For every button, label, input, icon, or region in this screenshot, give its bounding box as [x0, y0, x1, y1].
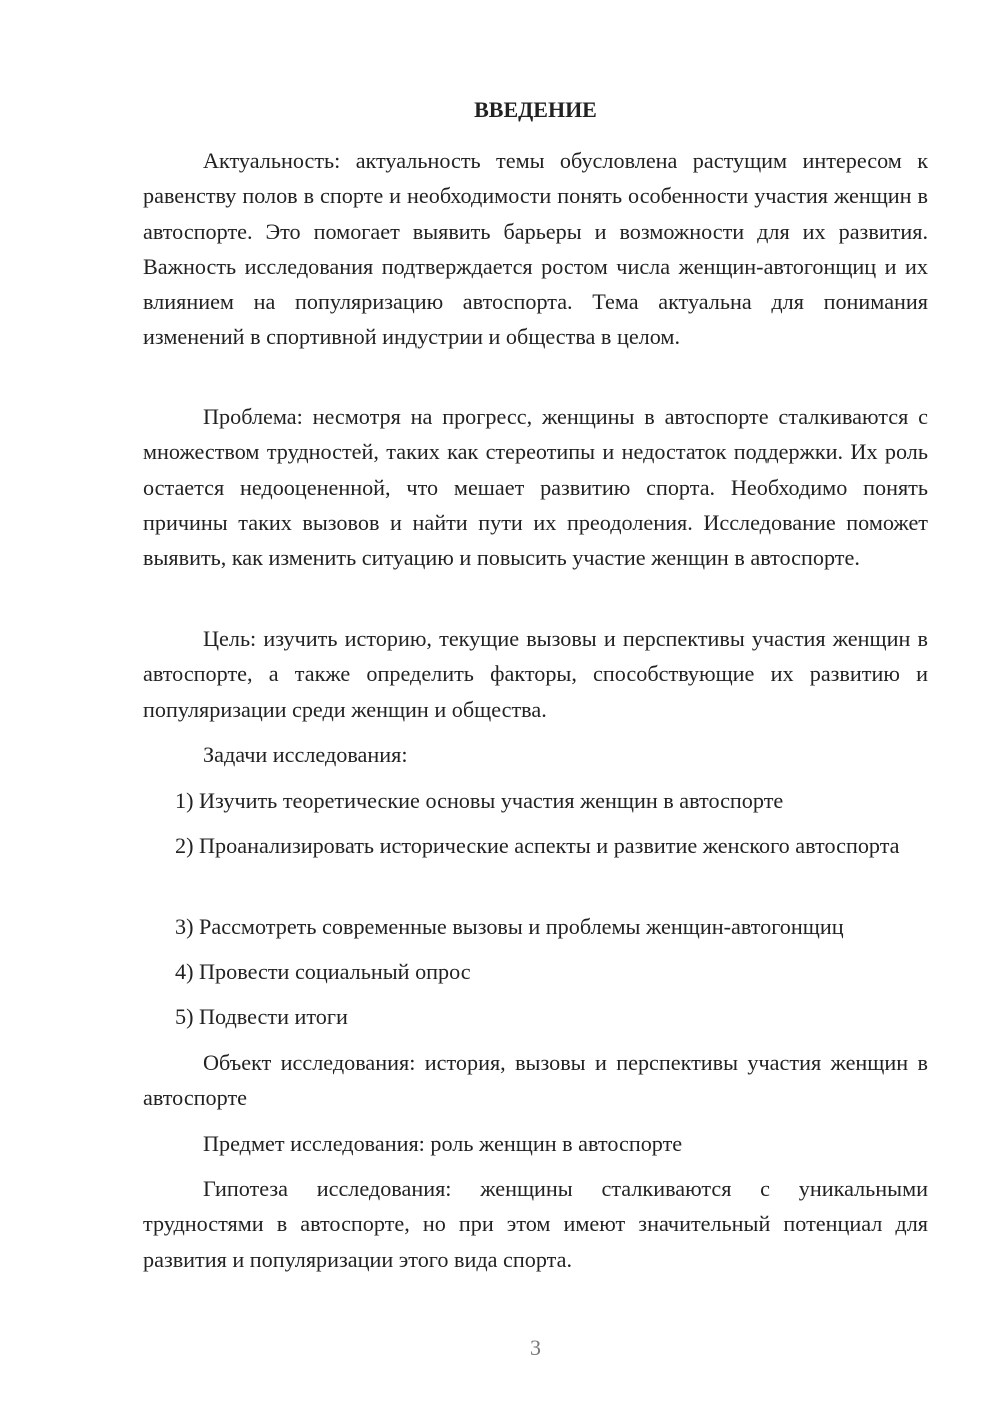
- tasks-heading: Задачи исследования:: [203, 742, 408, 767]
- page-number: 3: [530, 1335, 541, 1360]
- hypothesis-paragraph: Гипотеза исследования: женщины сталкиваются с уникальными трудностями в автоспорте, но при этом имеют значительный потенциал для развития и популяризации этого вида спорта.: [143, 1176, 928, 1272]
- task-item: 5) Подвести итоги: [175, 1004, 348, 1029]
- task-item: 2) Проанализировать исторические аспекты и развитие женского автоспорта: [175, 833, 900, 858]
- task-item: 4) Провести социальный опрос: [175, 959, 471, 984]
- page-title: ВВЕДЕНИЕ: [474, 97, 597, 122]
- task-item: 3) Рассмотреть современные вызовы и проблемы женщин-автогонщиц: [175, 914, 844, 939]
- goal-paragraph: Цель: изучить историю, текущие вызовы и перспективы участия женщин в автоспорте, а также определить факторы, способствующие их развитию и популяризации среди женщин и общества.: [143, 626, 928, 722]
- relevance-paragraph: Актуальность: актуальность темы обусловлена растущим интересом к равенству полов в спорте и необходимости понять особенности участия женщин в автоспорте. Это помогает выявить барьеры и возможности для их развития. Важность исследования подтверждается ростом числа женщин-автогонщиц и их влиянием на популяризацию автоспорта. Тема актуальна для понимания изменений в спортивной индустрии и общества в целом.: [143, 148, 928, 350]
- subject-paragraph: Предмет исследования: роль женщин в автоспорте: [203, 1131, 683, 1156]
- problem-paragraph: Проблема: несмотря на прогресс, женщины в автоспорте сталкиваются с множеством трудностей, таких как стереотипы и недостаток поддержки. Их роль остается недооцененной, что мешает развитию спорта. Необходимо понять причины таких вызовов и найти пути их преодоления. Исследование поможет выявить, как изменить ситуацию и повысить участие женщин в автоспорте.: [143, 404, 928, 571]
- object-paragraph: Объект исследования: история, вызовы и перспективы участия женщин в автоспорте: [143, 1050, 928, 1111]
- task-item: 1) Изучить теоретические основы участия женщин в автоспорте: [175, 788, 784, 813]
